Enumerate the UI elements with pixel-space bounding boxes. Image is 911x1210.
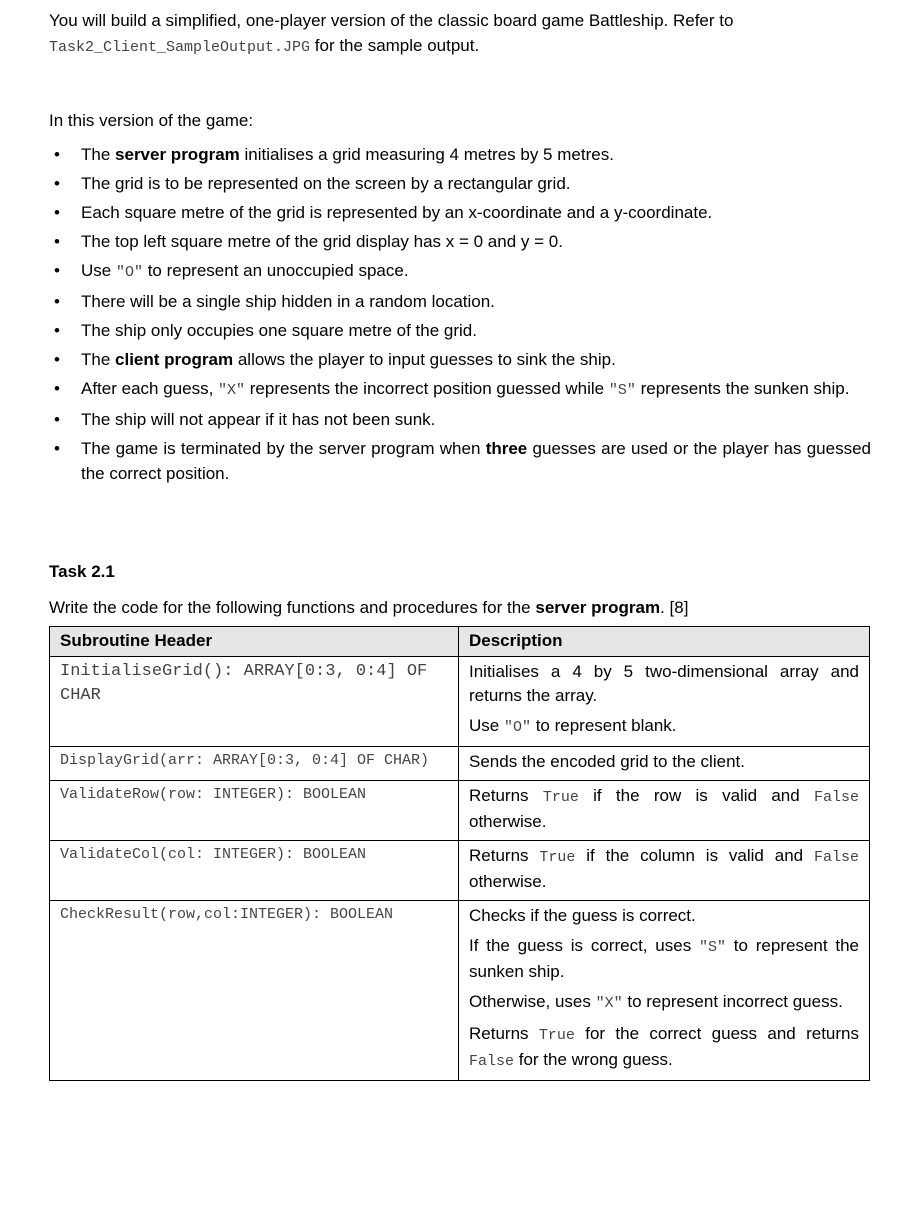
intro-text-end: for the sample output. [310,36,480,55]
description-text: Otherwise, uses "X" to represent incorrect guess. [469,992,843,1012]
bullet-icon: • [54,410,60,429]
table-row [50,657,870,747]
table-cell [50,657,459,747]
table-cell [459,901,870,1081]
table-cell [459,781,870,841]
table-cell [459,747,870,781]
sample-output-filename: Task2_Client_SampleOutput.JPG [49,39,311,56]
list-item: • Each square metre of the grid is represented by an x-coordinate and a y-coordinate. [49,200,871,225]
intro-paragraph [49,8,879,60]
list-item: • The ship will not appear if it has not been sunk. [49,407,871,432]
list-item: • The client program allows the player to input guesses to sink the ship. [49,347,871,372]
table-row [50,781,870,841]
table-cell [459,657,870,747]
list-item: • The game is terminated by the server program when three guesses are used or the player has guessed the correct position. [49,436,871,486]
description-text: Sends the encoded grid to the client. [469,752,745,771]
table-row [50,901,870,1081]
subroutine-header: InitialiseGrid(): ARRAY[0:3, 0:4] OF CHAR [60,662,428,705]
subroutine-header: DisplayGrid(arr: ARRAY[0:3, 0:4] OF CHAR) [60,752,430,769]
description-text: Returns True if the column is valid and False otherwise. [469,846,859,891]
description-text: Checks if the guess is correct. [469,906,696,925]
table-cell [50,841,459,901]
description-text: Returns True if the row is valid and False otherwise. [469,786,859,831]
task-heading: Task 2.1 [49,562,115,581]
subroutine-header: ValidateCol(col: INTEGER): BOOLEAN [60,846,367,863]
subroutine-table [49,626,870,1081]
table-header-row [50,627,870,657]
list-item: • Use "O" to represent an unoccupied space. [49,258,871,285]
table-cell [50,901,459,1081]
bullet-icon: • [54,379,60,398]
subroutine-header: ValidateRow(row: INTEGER): BOOLEAN [60,786,367,803]
table-cell [50,781,459,841]
subroutine-header: CheckResult(row,col:INTEGER): BOOLEAN [60,906,394,923]
description-text: Initialises a 4 by 5 two-dimensional array and returns the array. [469,662,859,705]
list-item: • There will be a single ship hidden in a random location. [49,289,871,314]
list-item: • After each guess, "X" represents the incorrect position guessed while "S" represents the sunken ship. [49,376,871,403]
description-text: Use "O" to represent blank. [469,716,677,736]
table-row [50,747,870,781]
bullet-icon: • [54,145,60,164]
bullet-icon: • [54,350,60,369]
table-row [50,841,870,901]
column-header: Subroutine Header [50,627,459,657]
intro-text: You will build a simplified, one-player version of the classic board game Battleship. Refer to [49,11,734,30]
description-text: If the guess is correct, uses "S" to represent the sunken ship. [469,936,859,981]
bullet-icon: • [54,439,60,458]
game-rules-list [49,142,871,490]
task-instructions: Write the code for the following functions and procedures for the server program. [8] [49,598,689,617]
bullet-icon: • [54,174,60,193]
bullet-icon: • [54,321,60,340]
table-cell [459,841,870,901]
description-text: Returns True for the correct guess and returns False for the wrong guess. [469,1024,860,1070]
game-rules-lead: In this version of the game: [49,111,254,130]
list-item: • The server program initialises a grid measuring 4 metres by 5 metres. [49,142,871,167]
list-item: • The ship only occupies one square metre of the grid. [49,318,871,343]
bullet-icon: • [54,232,60,251]
bullet-icon: • [54,203,60,222]
list-item: • The top left square metre of the grid display has x = 0 and y = 0. [49,229,871,254]
table-cell [50,747,459,781]
column-header: Description [459,627,870,657]
bullet-icon: • [54,292,60,311]
bullet-icon: • [54,261,60,280]
list-item: • The grid is to be represented on the screen by a rectangular grid. [49,171,871,196]
